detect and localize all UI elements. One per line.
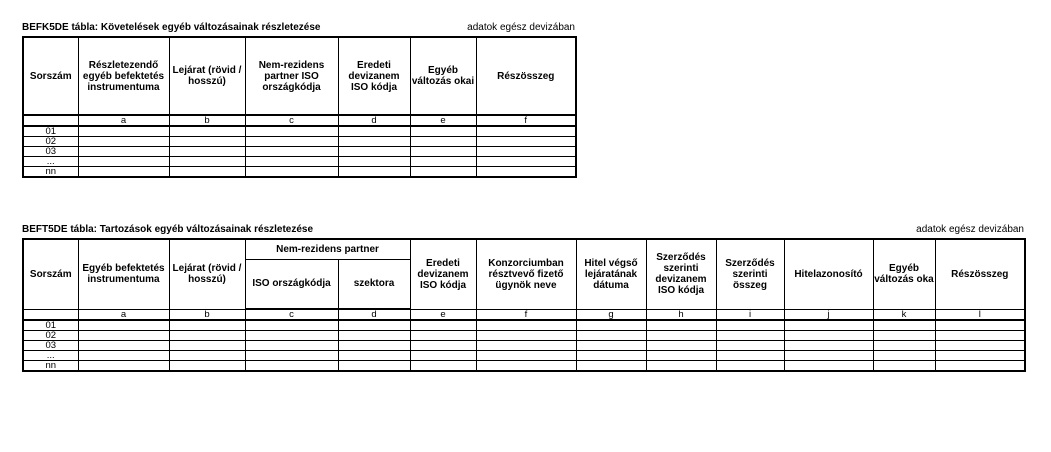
table2-cell[interactable] xyxy=(716,341,784,351)
table2-cell[interactable] xyxy=(338,320,410,331)
table2-header-hitel-datum: Hitel végső lejáratának dátuma xyxy=(576,239,646,309)
table1-row-number: 03 xyxy=(23,147,78,157)
table2-letter: j xyxy=(784,309,873,320)
table2-cell[interactable] xyxy=(716,361,784,372)
table1-cell[interactable] xyxy=(169,126,245,137)
table2-cell[interactable] xyxy=(410,361,476,372)
table1-letter: f xyxy=(476,115,576,126)
table2-cell[interactable] xyxy=(78,320,169,331)
beft5de-section xyxy=(22,224,1024,372)
table2-row-number: 02 xyxy=(23,331,78,341)
table2-cell[interactable] xyxy=(873,341,935,351)
table1-letter: c xyxy=(245,115,338,126)
table1-header-reszosszeg: Részösszeg xyxy=(476,37,576,115)
table1-row-number: 02 xyxy=(23,137,78,147)
table2-cell[interactable] xyxy=(338,361,410,372)
table1-cell[interactable] xyxy=(338,167,410,178)
table1-cell[interactable] xyxy=(338,147,410,157)
table2-cell[interactable] xyxy=(576,320,646,331)
table1-cell[interactable] xyxy=(78,167,169,178)
table-row xyxy=(23,331,1025,341)
table2-row-number: nn xyxy=(23,361,78,372)
table1-cell[interactable] xyxy=(410,157,476,167)
table2-title: BEFT5DE tábla: Tartozások egyéb változásainak részletezése xyxy=(22,224,314,235)
table1-row-number: 01 xyxy=(23,126,78,137)
table2-cell[interactable] xyxy=(646,331,716,341)
table2-cell[interactable] xyxy=(576,351,646,361)
table2-row-number: 03 xyxy=(23,341,78,351)
table2-letter: h xyxy=(646,309,716,320)
table2-cell[interactable] xyxy=(169,351,245,361)
table-row xyxy=(23,167,576,178)
table1-cell[interactable] xyxy=(338,157,410,167)
table1-cell[interactable] xyxy=(476,157,576,167)
table2-letter: c xyxy=(245,309,338,320)
table2-letter: l xyxy=(935,309,1025,320)
table2-header-hitelazonosito: Hitelazonosító xyxy=(784,239,873,309)
table2-cell[interactable] xyxy=(873,351,935,361)
table2-cell[interactable] xyxy=(646,361,716,372)
table1-letter-row xyxy=(23,115,576,126)
table2-cell[interactable] xyxy=(716,331,784,341)
table2-cell[interactable] xyxy=(245,331,338,341)
table2-cell[interactable] xyxy=(169,341,245,351)
table2-header-partner-group: Nem-rezidens partner xyxy=(245,239,410,259)
table2-cell[interactable] xyxy=(716,351,784,361)
table1-cell[interactable] xyxy=(169,167,245,178)
table-row xyxy=(23,157,576,167)
table2-header-konzorcium: Konzorciumban résztvevő fizető ügynök neve xyxy=(476,239,576,309)
table-row xyxy=(23,320,1025,331)
table2-cell[interactable] xyxy=(476,341,576,351)
table2-cell[interactable] xyxy=(410,341,476,351)
table2 xyxy=(22,238,1026,372)
table1-cell[interactable] xyxy=(78,126,169,137)
table2-header-szektora: szektora xyxy=(338,259,410,309)
table2-cell[interactable] xyxy=(169,331,245,341)
table2-letter xyxy=(23,309,78,320)
table2-header-lejarat: Lejárat (rövid / hosszú) xyxy=(169,239,245,309)
table1-header-instrument: Részletezendő egyéb befektetés instrumentuma xyxy=(78,37,169,115)
table2-cell[interactable] xyxy=(935,331,1025,341)
table1-header-lejarat: Lejárat (rövid / hosszú) xyxy=(169,37,245,115)
table-row xyxy=(23,147,576,157)
table2-cell[interactable] xyxy=(935,351,1025,361)
table1-row-number: nn xyxy=(23,167,78,178)
table-row xyxy=(23,137,576,147)
table2-cell[interactable] xyxy=(873,320,935,331)
table2-cell[interactable] xyxy=(576,331,646,341)
table2-cell[interactable] xyxy=(245,320,338,331)
table1-cell[interactable] xyxy=(338,137,410,147)
table2-letter-row xyxy=(23,309,1025,320)
table2-cell[interactable] xyxy=(935,361,1025,372)
table2-unit-note: adatok egész devizában xyxy=(916,224,1024,235)
table2-cell[interactable] xyxy=(410,320,476,331)
table2-cell[interactable] xyxy=(873,361,935,372)
table2-cell[interactable] xyxy=(935,320,1025,331)
table1-letter: b xyxy=(169,115,245,126)
table1-cell[interactable] xyxy=(476,137,576,147)
table1-cell[interactable] xyxy=(410,167,476,178)
table1-cell[interactable] xyxy=(410,137,476,147)
table-row xyxy=(23,341,1025,351)
table2-cell[interactable] xyxy=(476,351,576,361)
table-row xyxy=(23,126,576,137)
table1-cell[interactable] xyxy=(410,126,476,137)
table2-cell[interactable] xyxy=(169,320,245,331)
table1-cell[interactable] xyxy=(245,157,338,167)
table1-cell[interactable] xyxy=(410,147,476,157)
table1-cell[interactable] xyxy=(476,126,576,137)
table2-header-sorszam: Sorszám xyxy=(23,239,78,309)
table2-cell[interactable] xyxy=(410,331,476,341)
table1-title: BEFK5DE tábla: Követelések egyéb változásainak részletezése xyxy=(22,22,321,33)
table1-cell[interactable] xyxy=(476,147,576,157)
table2-letter: d xyxy=(338,309,410,320)
table2-title-row xyxy=(22,224,1024,238)
table-row xyxy=(23,351,1025,361)
table2-cell[interactable] xyxy=(576,341,646,351)
table2-cell[interactable] xyxy=(784,361,873,372)
table2-header-szerzodes-deviza: Szerződés szerinti devizanem ISO kódja xyxy=(646,239,716,309)
table2-row-number: 01 xyxy=(23,320,78,331)
table2-cell[interactable] xyxy=(245,361,338,372)
table2-cell[interactable] xyxy=(78,361,169,372)
table2-letter: e xyxy=(410,309,476,320)
table1-cell[interactable] xyxy=(78,147,169,157)
table2-header-devizanem: Eredeti devizanem ISO kódja xyxy=(410,239,476,309)
table2-row-number: ... xyxy=(23,351,78,361)
table2-cell[interactable] xyxy=(338,331,410,341)
table2-letter: i xyxy=(716,309,784,320)
table2-cell[interactable] xyxy=(78,351,169,361)
table2-header-reszosszeg: Részösszeg xyxy=(935,239,1025,309)
table2-header-szerzodes-osszeg: Szerződés szerinti összeg xyxy=(716,239,784,309)
table1-title-row xyxy=(22,22,575,36)
table1-header-partner-iso: Nem-rezidens partner ISO országkódja xyxy=(245,37,338,115)
table2-cell[interactable] xyxy=(476,331,576,341)
table1-cell[interactable] xyxy=(169,157,245,167)
table1-cell[interactable] xyxy=(245,137,338,147)
table2-cell[interactable] xyxy=(935,341,1025,351)
table1-cell[interactable] xyxy=(338,126,410,137)
table2-cell[interactable] xyxy=(716,320,784,331)
table2-cell[interactable] xyxy=(646,320,716,331)
table2-cell[interactable] xyxy=(338,341,410,351)
table1-letter: a xyxy=(78,115,169,126)
table2-letter: b xyxy=(169,309,245,320)
table2-cell[interactable] xyxy=(784,341,873,351)
table1-letter xyxy=(23,115,78,126)
table2-cell[interactable] xyxy=(338,351,410,361)
table2-header-iso: ISO országkódja xyxy=(245,259,338,309)
table2-cell[interactable] xyxy=(784,331,873,341)
table1-cell[interactable] xyxy=(245,167,338,178)
table2-letter: k xyxy=(873,309,935,320)
table1-unit-note: adatok egész devizában xyxy=(467,22,575,33)
table1-cell[interactable] xyxy=(476,167,576,178)
table2-letter: g xyxy=(576,309,646,320)
table2-header-valtozas: Egyéb változás oka xyxy=(873,239,935,309)
table1-letter: e xyxy=(410,115,476,126)
table2-letter: a xyxy=(78,309,169,320)
table2-cell[interactable] xyxy=(78,331,169,341)
table1-letter: d xyxy=(338,115,410,126)
table1 xyxy=(22,36,577,178)
table1-cell[interactable] xyxy=(245,147,338,157)
table1-row-number: ... xyxy=(23,157,78,167)
table2-cell[interactable] xyxy=(576,361,646,372)
befk5de-section xyxy=(22,22,575,178)
table2-cell[interactable] xyxy=(476,361,576,372)
table2-cell[interactable] xyxy=(78,341,169,351)
table1-cell[interactable] xyxy=(78,137,169,147)
table2-cell[interactable] xyxy=(245,351,338,361)
table2-letter: f xyxy=(476,309,576,320)
table2-header-instrument: Egyéb befektetés instrumentuma xyxy=(78,239,169,309)
table1-cell[interactable] xyxy=(78,157,169,167)
table2-cell[interactable] xyxy=(784,351,873,361)
table-row xyxy=(23,361,1025,372)
table1-cell[interactable] xyxy=(169,137,245,147)
table2-cell[interactable] xyxy=(646,341,716,351)
table2-cell[interactable] xyxy=(245,341,338,351)
table2-cell[interactable] xyxy=(410,351,476,361)
table2-cell[interactable] xyxy=(873,331,935,341)
table1-cell[interactable] xyxy=(169,147,245,157)
table2-cell[interactable] xyxy=(476,320,576,331)
table1-header-sorszam: Sorszám xyxy=(23,37,78,115)
table2-cell[interactable] xyxy=(646,351,716,361)
table1-cell[interactable] xyxy=(245,126,338,137)
table2-cell[interactable] xyxy=(169,361,245,372)
table1-header-devizanem: Eredeti devizanem ISO kódja xyxy=(338,37,410,115)
table2-cell[interactable] xyxy=(784,320,873,331)
table1-header-valtozas: Egyéb változás okai xyxy=(410,37,476,115)
